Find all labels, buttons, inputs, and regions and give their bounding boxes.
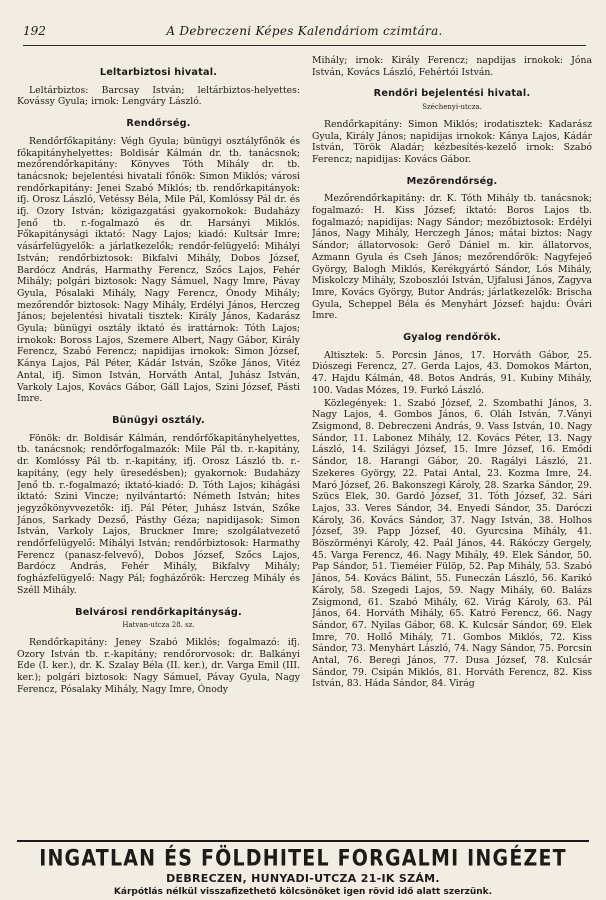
right-column (312, 55, 592, 835)
advertisement-title: INGATLAN ÉS FÖLDHITEL FORGALMI INGÉZET (39, 846, 567, 872)
section-heading-leltarbiztosi: Leltarbiztosi hivatal. (99, 67, 218, 78)
paragraph-bejelentesi: Rendőrkapitány: Simon Miklós; irodatisztek: Kadarász Gyula, Király János; napidijas irnokok: Kánya Lajos, Kádár István, Török Aladár; kézbesítés-kezelő irnok: Szabó Ferencz; napidijas: Kovács Gábor. (312, 118, 592, 165)
advertisement (17, 840, 589, 900)
running-head (23, 21, 586, 46)
paragraph-gyalog-kozlegenyek: Közlegények: 1. Szabó József, 2. Szombathi János, 3. Nagy Lajos, 4. Gombos János, 6. Oláh István, 7.Ványi Zsigmond, 8. Debreczeni András, 9. Vass István, 10. Nagy Sándor, 11. Labonez Mihály, 12. Kovács Péter, 13. Nagy László, 14. Szilágyi József, 15. Imre József, 16. Emődi Sándor, 18. Harangi Gábor, 20. Ragályi László, 21. Szekeres György, 22. Patai Antal, 23. Kozma Imre, 24. Maró József, 26. Bakonszegi Károly, 28. Szarka Sándor, 29. Szücs Elek, 30. Gardó József, 31. Tóth József, 32. Sári Lajos, 33. Veres Sándor, 34. Enyedi Sándor, 35. Daróczi Károly, 36. Kovács Sándor, 37. Nagy István, 38. Holhos József, 39. Papp József, 40. Gyurcsina Mihály, 41. Böszörményi Károly, 42. Paál János, 44. Rákóczy Gergely, 45. Varga Ferencz, 46. Nagy Mihály, 49. Elek Sándor, 50. Pap Sándor, 51. Tieméier Fülöp, 52. Pap Mihály, 53. Szabó János, 54. Kovács Bálint, 55. Funeczán László, 56. Karikó Károly, 58. Szegedi Lajos, 59. Nagy Mihály, 60. Balázs Zsigmond, 61. Szabó Mihály, 62. Virág Károly, 63. Pál János, 64. Horváth Mihály, 65. Katró Ferencz, 66. Nagy Sándor, 67. Nyilas Gábor, 68. K. Kulcsár Sándor, 69. Elek Imre, 70. Hollő Mihály, 71. Gombos Miklós, 72. Kiss Sándor, 73. Menyhárt László, 74. Nagy Sándor, 75. Porcsin Antal, 76. Beregi János, 77. Dusa József, 78. Kulcsár Sándor, 79. Csipán Miklós, 81. Horváth Ferencz, 82. Kiss István, 83. Háda Sándor, 84. Virág (312, 397, 592, 690)
paragraph-belvarosi: Rendőrkapitány: Jeney Szabó Miklós; fogalmazó: ifj. Ozory István tb. r.-kapitány; rendőrorvosok: dr. Balkányi Ede (I. ker.), dr. K. Szalay Béla (II. ker.), dr. Varga Emil (III. ker.); polgári biztosok: Nagy Sámuel, Pávay Gyula, Nagy Ferencz, Pósalaky Mihály, Nagy Imre, Ónody (17, 636, 300, 695)
paragraph-bunugyi: Fönök: dr. Boldisár Kálmán, rendőrfőkapitányhelyettes, tb. tanácsnok; rendőrfogalmazók: Mile Pál tb. r.-kapitány, dr. Komlóssy Pál tb. r.-kapitány, ifj. Orosz László tb. r.-kapitány, (egy hely üresedésben); gyakornok: Budaházy Jenő tb. r.-fogalmazó; iktató-kiadó: D. Tóth Lajos; kihágási iktató: Szini Vincze; nyilvántartó: Németh István; hites jegyzőkönyvvezetők: ifj. Pál Péter, Juhász István, Szőke János, Sarkady Dezső, Pásthy Géza; napidijasok: Simon István, Varkoly Lajos, Bruckner Imre; szolgálatvezető rendőrfelügyelő: Mihályi István; rendőrbiztosok: Harmathy Ferencz (panasz-felvevő), Dobos József, Szőcs Lajos, Bardócz András, Fehér Mihály, Bikfalvy Mihály; fogházfelügyelő: Nagy Pál; fogházőrök: Herczeg Mihály és Széll Mihály. (17, 432, 300, 596)
section-heading-gyalog: Gyalog rendőrök. (403, 332, 501, 344)
section-heading-bunugyi: Bünügyi osztály. (112, 414, 205, 426)
address-bejelentesi: Széchenyi-utcza. (422, 103, 482, 112)
paragraph-leltarbiztosi: Leltárbiztos: Barcsay István; leltárbiztos-helyettes: Kovássy Gyula; irnok: Lengváry László. (17, 84, 300, 108)
advertisement-tagline: Kárpótlás nélkül visszafizethető kölcsönöket igen rövid idő alatt szerzünk. (113, 887, 493, 897)
section-heading-mezorendorseg: Mezőrendőrség. (406, 175, 498, 187)
left-column (17, 55, 300, 835)
paragraph-mezorendorseg: Mezőrendőrkapitány: dr. K. Tóth Mihály tb. tanácsnok; fogalmazó: H. Kiss József; iktató: Boros Lajos tb. fogalmazó; napidijas: Nagy Sándor; mezőbiztosok: Erdélyi János, Nagy Mihály, Herczegh János; mátai biztos: Nagy Sándor; állatorvosok: Gerő Dániel m. kir. állatorvos, Azmann Gyula és Cseh János; mezőrendőrök: Nagyfejeő György, Balogh Miklós, Kerékgyártó Sándor, Lós Mihály, Miskolczy Mihály, Szoboszlói István, Ujfalusi János, Zagyva Imre, Kovács György, Butor András; járlatkezelők: Brischa Gyula, Scheppel Béla és Menyhárt József: hajdu: Óvári Imre. (312, 193, 592, 322)
running-title: A Debreczeni Képes Kalendáriom czimtára. (166, 24, 443, 38)
section-heading-rendorseg: Rendőrség. (126, 118, 191, 130)
section-heading-bejelentesi: Rendőri bejelentési hivatal. (373, 88, 531, 100)
page-number: 192 (23, 24, 46, 38)
paragraph-gyalog-altisztek: Altisztek: 5. Porcsin János, 17. Horváth Gábor, 25. Diószegi Ferencz, 27. Gerda Lajos, 43. Domokos Márton, 47. Hajdu Kálmán, 48. Botos András, 91. Kubiny Mihály, 100. Vadas Mózes, 19. Furkó László. (312, 349, 592, 396)
address-belvarosi: Hatvan-utcza 28. sz. (122, 621, 195, 630)
advertisement-address: DEBRECZEN, HUNYADI-UTCZA 21-IK SZÁM. (166, 872, 440, 885)
paragraph-rendorseg: Rendőrfőkapitány: Végh Gyula; bünügyi osztályfőnök és főkapitányhelyettes: Boldisár Kálmán dr. tb. tanácsnok; mezőrendőrkapitány: Könyves Tóth Mihály dr. tb. tanácsnok; bejelentési hivatali főnök: Simon Miklós; városi rendőrkapitány: Jenei Szabó Miklós; tb. rendőrkapitányok: ifj. Orosz László, Vetéssy Béla, Mile Pál, Komlóssy Pál dr. és ifj. Ozory István; közigazgatási gyakornokok: Budaházy Jenő tb. r.-fogalmazó és dr. Harsányi Miklós. Főkapitánysági iktató: Nagy Lajos; kiadó: Kultsár Imre; vásárfelügyelők: a járlatkezelők; rendőr-felügyelő: Mihályi István; rendőrbiztosok: Bikfalvi Mihály, Dobos József, Bardócz András, Harmathy Ferencz, Szőcs Lajos, Fehér Mihály; polgári biztosok: Nagy Sámuel, Nagy Imre, Pávay Gyula, Pósalaki Mihály, Nagy Ferencz, Ónody Mihály; mezőrendőr biztosok: Nagy Mihály, Erdélyi János, Herczeg János; bejelentési hivatali tisztek: Király János, Kadarász Gyula; bünügyi osztály iktató és irattárnok: Tóth Lajos; irnokok: Boross Lajos, Szemere Albert, Nagy Gábor, Király Ferencz, Szabó Ferencz; napidijas irnokok: Simon József, Kánya Lajos, Pál Péter, Kádár István, Szőke János, Vitéz Antal, ifj. Simon István, Horváth Antal, Juhász István, Varkoly Lajos, Kovács Gábor, Gáll Lajos, Szini József, Pásti Imre. (17, 135, 300, 405)
paragraph-continuation: Mihály; irnok: Király Ferencz; napdijas irnokok: Jóna István, Kovács László, Fehértói István. (312, 55, 592, 78)
section-heading-belvarosi: Belvárosi rendőrkapitányság. (75, 606, 242, 618)
